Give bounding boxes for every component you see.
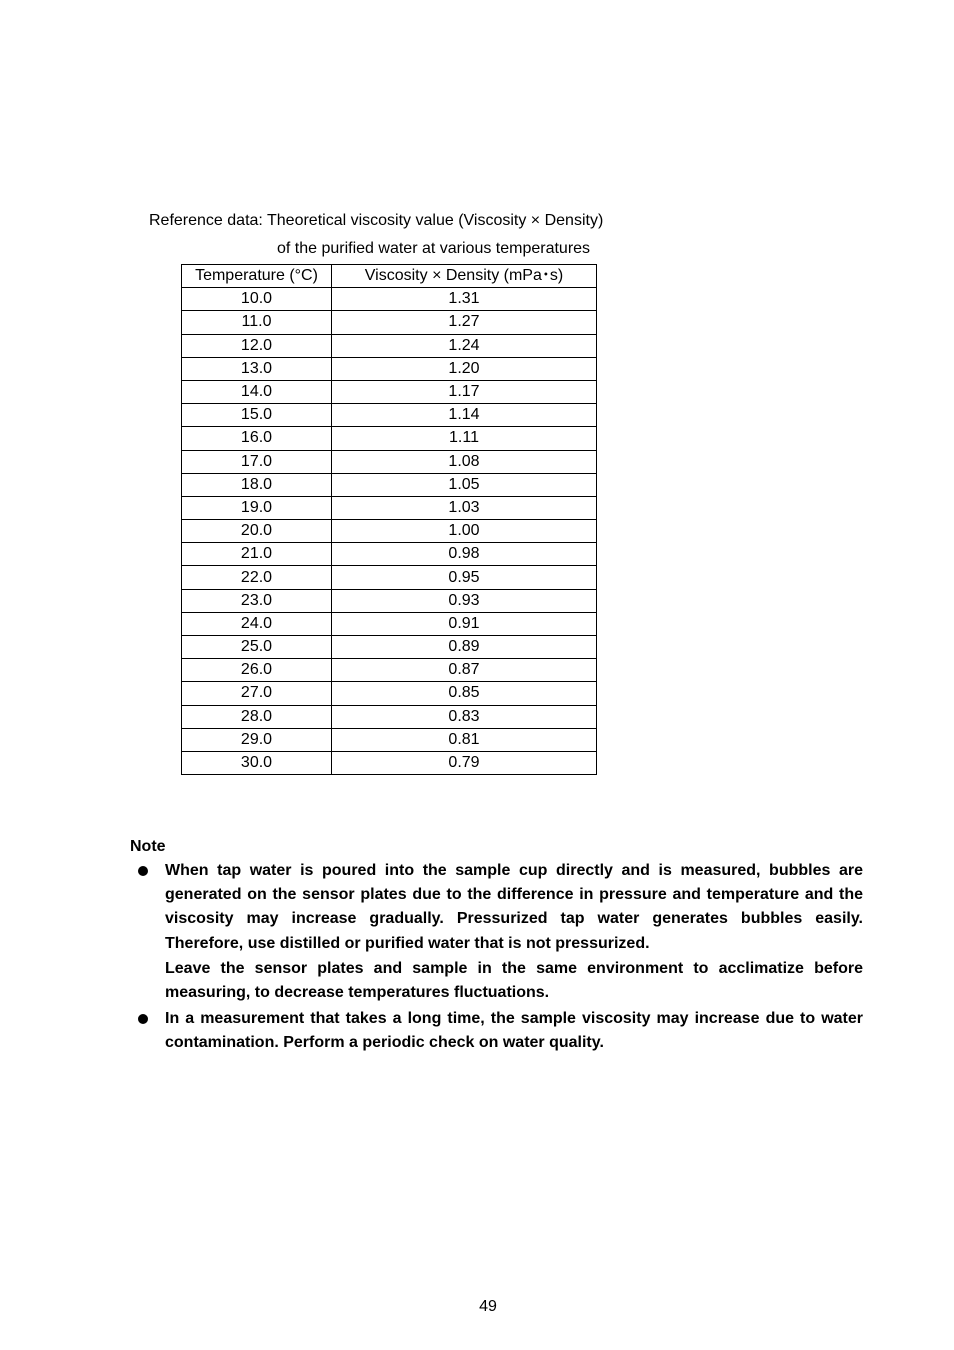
table-row [182, 612, 597, 635]
temperature-cell: 24.0 [182, 612, 332, 635]
viscosity-density-cell: 0.93 [332, 589, 597, 612]
viscosity-density-cell: 1.31 [332, 288, 597, 311]
table-row [182, 380, 597, 403]
column-header-viscosity-density: Viscosity × Density (mPa･s) [332, 265, 597, 288]
viscosity-density-cell: 0.87 [332, 659, 597, 682]
column-header-temperature: Temperature (°C) [182, 265, 332, 288]
viscosity-density-cell: 1.27 [332, 311, 597, 334]
viscosity-density-cell: 0.83 [332, 705, 597, 728]
table-caption-line-2: of the purified water at various temperatures [277, 240, 591, 257]
temperature-cell: 27.0 [182, 682, 332, 705]
table-row [182, 682, 597, 705]
table-row [182, 728, 597, 751]
viscosity-density-cell: 1.24 [332, 334, 597, 357]
viscosity-density-cell: 1.03 [332, 496, 597, 519]
temperature-cell: 20.0 [182, 520, 332, 543]
note-paragraph: In a measurement that takes a long time, the sample viscosity may increase due to water contamination. Perform a periodic check on water quality. [165, 1010, 863, 1052]
viscosity-density-cell: 1.17 [332, 380, 597, 403]
table-row [182, 543, 597, 566]
table-row [182, 566, 597, 589]
temperature-cell: 11.0 [182, 311, 332, 334]
viscosity-density-cell: 0.91 [332, 612, 597, 635]
note-list [130, 859, 863, 1056]
table-row [182, 496, 597, 519]
temperature-cell: 13.0 [182, 357, 332, 380]
table-header-row [182, 265, 597, 288]
table-row [182, 705, 597, 728]
viscosity-density-cell: 1.14 [332, 404, 597, 427]
temperature-cell: 15.0 [182, 404, 332, 427]
note-title: Note [130, 838, 166, 855]
viscosity-density-cell: 1.20 [332, 357, 597, 380]
viscosity-density-cell: 0.98 [332, 543, 597, 566]
temperature-cell: 22.0 [182, 566, 332, 589]
table-body [182, 288, 597, 775]
temperature-cell: 30.0 [182, 751, 332, 774]
temperature-cell: 21.0 [182, 543, 332, 566]
temperature-cell: 23.0 [182, 589, 332, 612]
table-row [182, 473, 597, 496]
table-row [182, 450, 597, 473]
table-row [182, 520, 597, 543]
temperature-cell: 14.0 [182, 380, 332, 403]
viscosity-density-cell: 0.81 [332, 728, 597, 751]
temperature-cell: 10.0 [182, 288, 332, 311]
viscosity-density-cell: 1.08 [332, 450, 597, 473]
viscosity-density-cell: 1.00 [332, 520, 597, 543]
viscosity-density-cell: 0.95 [332, 566, 597, 589]
table-row [182, 311, 597, 334]
temperature-cell: 12.0 [182, 334, 332, 357]
temperature-cell: 17.0 [182, 450, 332, 473]
viscosity-density-cell: 0.85 [332, 682, 597, 705]
table-row [182, 589, 597, 612]
temperature-cell: 29.0 [182, 728, 332, 751]
table-row [182, 357, 597, 380]
temperature-cell: 19.0 [182, 496, 332, 519]
table-row [182, 288, 597, 311]
note-item [130, 859, 863, 1005]
temperature-cell: 18.0 [182, 473, 332, 496]
viscosity-reference-table [181, 264, 597, 775]
temperature-cell: 26.0 [182, 659, 332, 682]
table-row [182, 404, 597, 427]
temperature-cell: 16.0 [182, 427, 332, 450]
note-paragraph: When tap water is poured into the sample cup directly and is measured, bubbles are generated on the sensor plates due to the difference in pressure and temperature and the viscosity may increase gradually. Pressurized tap water generates bubbles easily. Therefore, use distilled or purified water that is not pressurized. [165, 862, 863, 952]
bullet-icon [138, 1014, 148, 1024]
temperature-cell: 28.0 [182, 705, 332, 728]
viscosity-density-cell: 0.89 [332, 636, 597, 659]
table-row [182, 334, 597, 357]
viscosity-density-cell: 0.79 [332, 751, 597, 774]
viscosity-density-cell: 1.11 [332, 427, 597, 450]
table-caption-line-1: Reference data: Theoretical viscosity value (Viscosity × Density) [149, 212, 604, 229]
page-number: 49 [479, 1298, 497, 1315]
bullet-icon [138, 866, 148, 876]
table-row [182, 427, 597, 450]
table-row [182, 751, 597, 774]
viscosity-density-cell: 1.05 [332, 473, 597, 496]
note-paragraph: Leave the sensor plates and sample in the same environment to acclimatize before measuring, to decrease temperatures fluctuations. [165, 959, 863, 1002]
table-row [182, 659, 597, 682]
table-row [182, 636, 597, 659]
note-item [130, 1007, 863, 1055]
temperature-cell: 25.0 [182, 636, 332, 659]
